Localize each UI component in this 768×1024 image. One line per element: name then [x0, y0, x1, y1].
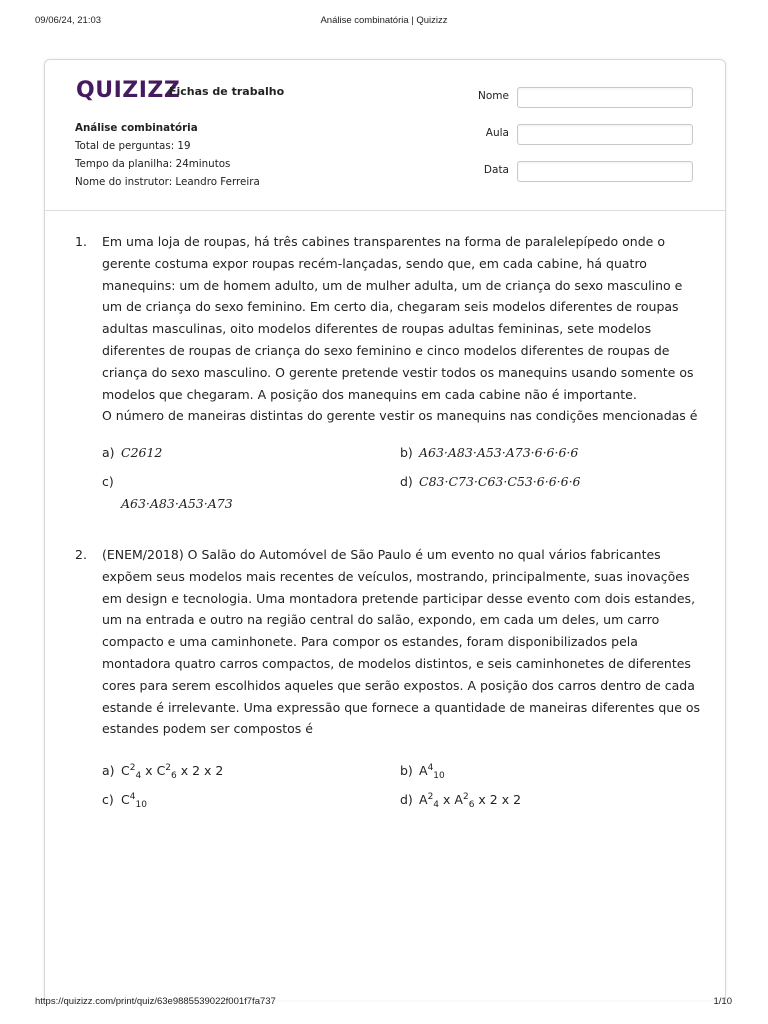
worksheet [44, 59, 726, 1000]
question-line: estande é irrelevante. Uma expressão que fornece a quantidade de maneiras diferentes que os [102, 699, 701, 715]
print-url[interactable]: https://quizizz.com/print/quiz/63e9885539022f001f7fa737 [35, 996, 276, 1007]
print-header [0, 15, 768, 29]
name-field[interactable] [517, 87, 693, 108]
worksheet-header [45, 60, 725, 211]
option-operator: x [141, 763, 157, 778]
date-label: Data [483, 164, 509, 176]
question-line: cores para serem escolhidos aqueles que serão expostos. A posição dos carros dentro de cada [102, 677, 695, 693]
date-field[interactable] [517, 161, 693, 182]
question-text [102, 544, 702, 740]
option-symbol: C [121, 763, 130, 778]
option-d[interactable] [400, 471, 581, 493]
option-b[interactable] [400, 757, 445, 787]
option-letter: c) [102, 474, 114, 489]
class-label: Aula [485, 127, 509, 139]
option-letter: d) [400, 792, 413, 807]
option-text: C83·C73·C63·C53·6·6·6·6 [419, 474, 581, 489]
option-subscript: 4 [433, 800, 440, 810]
question-line: Em uma loja de roupas, há três cabines transparentes na forma de paralelepípedo onde o [102, 234, 665, 249]
option-superscript: 2 [165, 763, 172, 773]
quizizz-logo: QUIZIZZ [76, 78, 181, 103]
total-questions: Total de perguntas: 19 [75, 140, 191, 152]
print-page-number: 1/10 [713, 996, 732, 1007]
option-superscript: 4 [427, 763, 434, 773]
question-number: 1. [75, 234, 87, 249]
option-superscript: 2 [427, 792, 434, 802]
option-letter: d) [400, 474, 413, 489]
option-subscript: 10 [135, 800, 147, 810]
question-text [102, 231, 702, 427]
question-line: um na entrada e outro na região central do salão, expondo, em cada um deles, um carro [102, 612, 660, 628]
option-d[interactable] [400, 786, 521, 816]
option-symbol: A [454, 792, 463, 807]
logo-subtitle: Fichas de trabalho [169, 85, 285, 98]
option-subscript: 6 [468, 800, 475, 810]
option-symbol: A [419, 792, 428, 807]
name-label: Nome [478, 90, 509, 102]
option-text: C2612 [121, 445, 163, 460]
question-line: diferentes de roupas de criança do sexo feminino e cinco modelos diferentes de roupas de [102, 342, 670, 358]
option-symbol: C [156, 763, 166, 778]
class-field[interactable] [517, 124, 693, 145]
option-a[interactable] [102, 757, 223, 787]
question-line: adultas masculinas, oito modelos diferentes de roupas adultas femininas, sete modelos [102, 321, 652, 337]
question-line: um de criança do sexo feminino. Em certo dia, chegaram seis modelos diferentes de roupas [102, 299, 679, 315]
question-line: manequins: um de homem adulto, um de mulher adulta, um de criança do sexo masculino e [102, 277, 683, 293]
option-subscript: 4 [135, 771, 142, 781]
question-line: O número de maneiras distintas do gerente vestir os manequins nas condições mencionadas é [102, 408, 698, 424]
option-c[interactable] [102, 786, 147, 816]
option-letter: a) [102, 445, 115, 460]
option-tail: x 2 x 2 [474, 792, 522, 807]
option-subscript: 10 [433, 771, 445, 781]
worksheet-time: Tempo da planilha: 24minutos [75, 158, 231, 170]
option-letter: b) [400, 445, 413, 460]
instructor-name: Nome do instrutor: Leandro Ferreira [75, 176, 260, 188]
option-b[interactable] [400, 442, 578, 464]
question-line: expõem seus modelos mais recentes de veículos, mostrando, principalmente, suas inovações [102, 568, 690, 584]
question-line: estandes podem ser compostos é [102, 721, 313, 737]
option-symbol: C [121, 792, 130, 807]
quiz-title: Análise combinatória [75, 122, 198, 134]
question-line: compacto e uma caminhonete. Para compor os estandes, foram disponibilizados pela [102, 634, 638, 650]
option-symbol: A [419, 763, 428, 778]
option-a[interactable] [102, 442, 162, 464]
print-datetime: 09/06/24, 21:03 [35, 15, 102, 26]
question-line: criança do sexo masculino. O gerente pretende vestir todos os manequins usando somente os [102, 364, 694, 380]
question-line: em design e tecnologia. Uma montadora pretende participar desse evento com dois estandes, [102, 590, 696, 606]
question-line: modelos que chegaram. A posição dos manequins em cada cabine não é importante. [102, 386, 637, 402]
question-line: montadora quatro carros compactos, de modelos distintos, e seis caminhonetes de diferentes [102, 655, 691, 671]
option-letter: c) [102, 792, 114, 807]
print-page-title: Análise combinatória | Quizizz [320, 15, 448, 26]
option-letter: a) [102, 763, 115, 778]
option-superscript: 4 [129, 792, 136, 802]
option-text: A63·A83·A53·A73 [121, 496, 233, 511]
option-text: A63·A83·A53·A73·6·6·6·6 [419, 445, 579, 460]
option-c[interactable] [102, 471, 233, 515]
option-superscript: 2 [129, 763, 136, 773]
option-superscript: 2 [462, 792, 469, 802]
option-letter: b) [400, 763, 413, 778]
quiz-meta [75, 119, 260, 191]
question-number: 2. [75, 547, 87, 562]
question-line: (ENEM/2018) O Salão do Automóvel de São Paulo é um evento no qual vários fabricantes [102, 547, 661, 562]
option-operator: x [439, 792, 455, 807]
print-footer [0, 996, 768, 1010]
option-subscript: 6 [171, 771, 177, 781]
question-line: gerente costuma expor roupas recém-lançadas, sendo que, em cada cabine, há quatro [102, 255, 647, 271]
option-tail: x 2 x 2 [176, 763, 224, 778]
